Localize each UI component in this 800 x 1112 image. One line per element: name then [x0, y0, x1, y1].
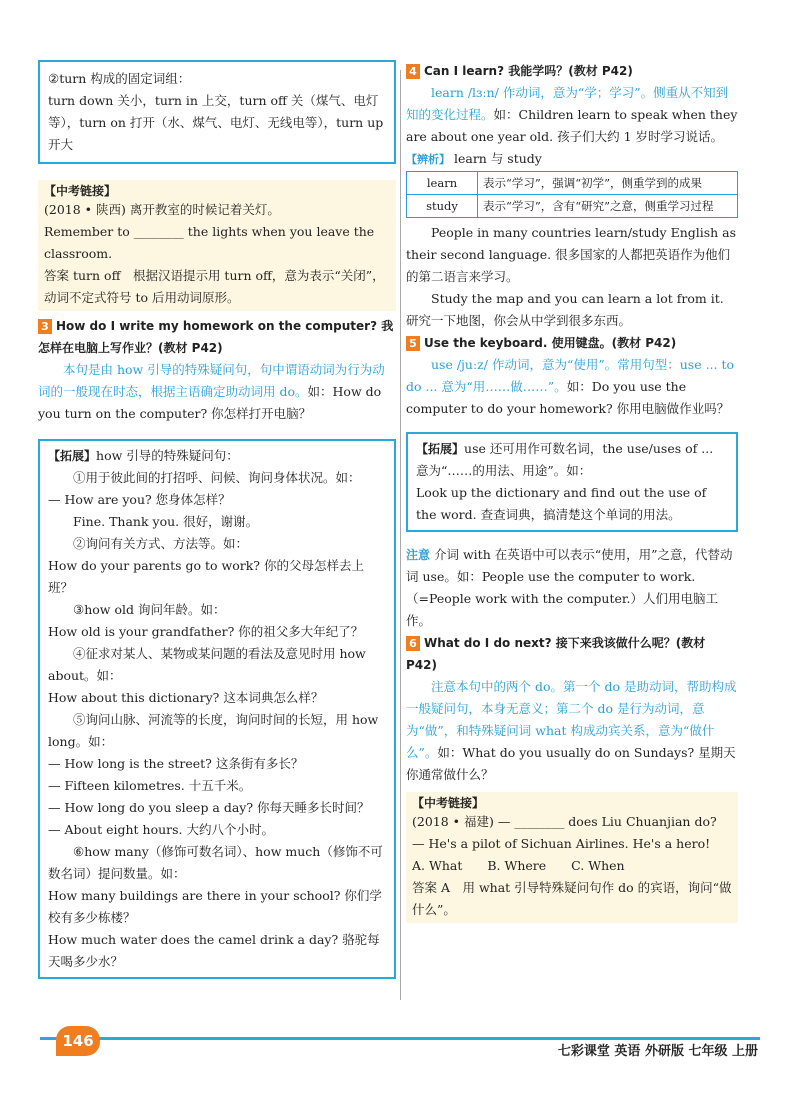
page-number: 146	[56, 1026, 100, 1056]
section-number: 6	[406, 636, 420, 651]
ext-line: — About eight hours. 大约八个小时。	[48, 822, 274, 837]
table-key: learn	[407, 172, 478, 195]
section-6	[406, 632, 738, 786]
footer-title: 七彩课堂 英语 外研版 七年级 上册	[557, 1044, 758, 1059]
ext-line: use 还可用作可数名词，the use/uses of ... 意为“……的用法、用途”。如：	[416, 441, 714, 478]
ext-line: — Fifteen kilometres. 十五千米。	[48, 778, 252, 793]
ext-line: — How long is the street? 这条街有多长？	[48, 756, 304, 771]
section-example: 如：Children learn to speak when they are about one year old. 孩子们大约 1 岁时学习说话。	[406, 107, 738, 144]
table-row	[407, 195, 738, 218]
ext-line: How much water does the camel drink a day? 骆驼每天喝多少水？	[48, 932, 380, 969]
exam-link-2	[406, 792, 738, 923]
exam-link-line: (2018 • 陕西) 离开教室的时候记着关灯。	[44, 202, 280, 217]
left-column	[38, 60, 396, 979]
exam-link-options: A. What B. Where C. When	[412, 858, 625, 873]
exam-link-1	[38, 180, 396, 311]
section-example: 如：Do you use the computer to do your homework? 你用电脑做作业吗？	[406, 379, 730, 416]
table-value: 表示“学习”，含有“研究”之意，侧重学习过程	[478, 195, 738, 218]
extension-box	[38, 439, 396, 979]
section-5	[406, 332, 738, 632]
ext-line: ①用于彼此间的打招呼、问候、询问身体状况。如：	[73, 470, 361, 485]
section-explain: 本句是由 how 引导的特殊疑问句，句中谓语动词为行为动词的一般现在时态，根据主语确定助动词用 do。	[38, 362, 385, 399]
turn-phrase-box	[38, 60, 396, 164]
section-example: 如：How do you turn on the computer? 你怎样打开电脑？	[38, 384, 382, 421]
section-number: 5	[406, 336, 420, 351]
example-1: People in many countries learn/study English as their second language. 很多国家的人都把英语作为他们的第二语言来学习。	[406, 225, 737, 284]
ext-line: ⑥how many（修饰可数名词）、how much（修饰不可数名词）提问数量。如：	[48, 844, 383, 881]
extension-tag: 【拓展】	[416, 442, 465, 456]
turn-box-head: ②turn 构成的固定词组：	[48, 71, 191, 86]
ext-line: How do your parents go to work? 你的父母怎样去上班？	[48, 558, 364, 595]
ext-line: How about this dictionary? 这本词典怎么样？	[48, 690, 324, 705]
section-4	[406, 60, 738, 332]
table-key: study	[407, 195, 478, 218]
table-row	[407, 172, 738, 195]
exam-link-tag: 【中考链接】	[44, 184, 117, 198]
compare-text: learn 与 study	[453, 151, 542, 166]
ext-line: Fine. Thank you. 很好，谢谢。	[73, 514, 259, 529]
ext-line: How many buildings are there in your school? 你们学校有多少栋楼？	[48, 888, 382, 925]
exam-link-line: — He's a pilot of Sichuan Airlines. He's a hero!	[412, 836, 711, 851]
ext-line: ②询问有关方式、方法等。如：	[73, 536, 249, 551]
exam-link-line: Remember to ________ the lights when you leave the classroom.	[44, 224, 375, 261]
ext-line: Look up the dictionary and find out the use of the word. 查查词典，搞清楚这个单词的用法。	[416, 485, 707, 522]
exam-link-tag: 【中考链接】	[412, 796, 485, 810]
section-explain: 注意本句中的两个 do。第一个 do 是助动词，帮助构成一般疑问句，本身无意义；第二个 do 是行为动词，意为“做”，和特殊疑问词 what 构成动宾关系，意为“做什么”。	[406, 679, 737, 760]
extension-box	[406, 432, 738, 532]
ext-line: How old is your grandfather? 你的祖父多大年纪了？	[48, 624, 364, 639]
turn-box-text: turn down 关小，turn in 上交，turn off 关（煤气、电灯等），turn on 打开（水、煤气、电灯、无线电等），turn up 开大	[48, 93, 384, 152]
section-title: How do I write my homework on the computer? 我怎样在电脑上写作业？(教材 P42)	[38, 319, 394, 355]
ext-line: — How long do you sleep a day? 你每天睡多长时间？	[48, 800, 370, 815]
note-tag: 注意	[406, 548, 431, 562]
section-explain: use /juːz/ 作动词，意为“使用”。常用句型：use ... to do ... 意为“用……做……”。	[406, 357, 735, 394]
ext-line: ④征求对某人、某物或某问题的看法及意见时用 how about。如：	[48, 646, 366, 683]
compare-tag: 【辨析】	[406, 153, 450, 166]
section-title: Can I learn? 我能学吗？(教材 P42)	[424, 64, 633, 78]
section-explain: learn /lɜːn/ 作动词，意为“学；学习”。侧重从不知到知的变化过程。	[406, 85, 729, 122]
ext-line: — How are you? 您身体怎样？	[48, 492, 231, 507]
exam-link-answer: 答案 turn off 根据汉语提示用 turn off，意为表示“关闭”，动词不定式符号 to 后用动词原形。	[44, 268, 385, 305]
section-number: 4	[406, 64, 420, 79]
example-2: Study the map and you can learn a lot from it. 研究一下地图，你会从中学到很多东西。	[406, 291, 724, 328]
exam-link-line: (2018 • 福建) — ________ does Liu Chuanjian do?	[412, 814, 717, 829]
compare-table	[406, 171, 738, 218]
extension-tag: 【拓展】	[48, 449, 97, 463]
section-example: 如：What do you usually do on Sundays? 星期天你通常做什么？	[406, 745, 736, 782]
extension-head: how 引导的特殊疑问句：	[96, 448, 239, 463]
ext-line: ⑤询问山脉、河流等的长度，询问时间的长短，用 how long。如：	[48, 712, 379, 749]
exam-link-answer: 答案 A 用 what 引导特殊疑问句作 do 的宾语，询问“做什么”。	[412, 880, 732, 917]
section-3	[38, 315, 396, 425]
right-column	[406, 60, 738, 923]
section-title: What do I do next? 接下来我该做什么呢？(教材 P42)	[406, 636, 706, 672]
section-title: Use the keyboard. 使用键盘。(教材 P42)	[424, 336, 677, 350]
ext-line: ③how old 询问年龄。如：	[73, 602, 226, 617]
section-number: 3	[38, 319, 52, 334]
table-value: 表示“学习”，强调“初学”，侧重学到的成果	[478, 172, 738, 195]
column-divider	[400, 70, 401, 1000]
note-text: 介词 with 在英语中可以表示“使用，用”之意，代替动词 use。如：People use the computer to work.（=People work with the computer.）人们用电脑工作。	[406, 547, 733, 628]
